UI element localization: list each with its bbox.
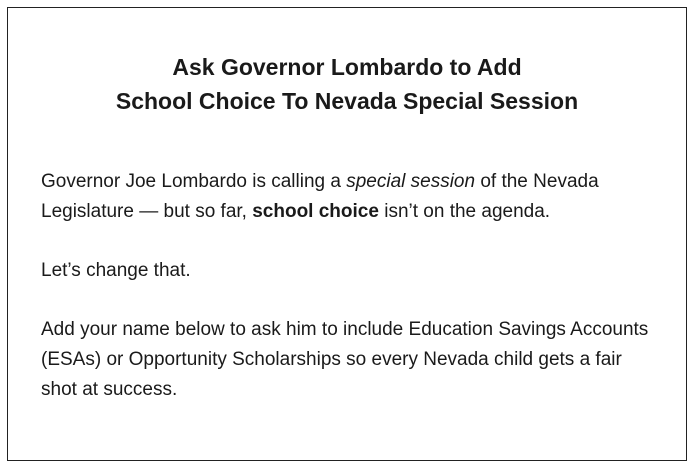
call-to-action-paragraph: Add your name below to ask him to include Education Savings Accounts (ESAs) or Opportunity Scholarships so every Nevada child gets a fair shot at success. [41,319,649,400]
special-session-emphasis: special session [346,171,476,192]
intro-text-1: Governor Joe Lombardo is calling a [41,171,347,192]
petition-card [7,7,687,461]
petition-description [41,167,661,405]
change-paragraph: Let’s change that. [41,260,191,281]
intro-paragraph [41,167,661,227]
title-line-2: School Choice To Nevada Special Session [115,88,579,114]
page-title [8,50,686,118]
intro-text-2: of the Nevada Legislature — but so far, [41,171,599,222]
school-choice-strong: school choice [252,201,379,222]
intro-text-3: isn’t on the agenda. [378,201,551,222]
title-line-1: Ask Governor Lombardo to Add [172,54,522,80]
